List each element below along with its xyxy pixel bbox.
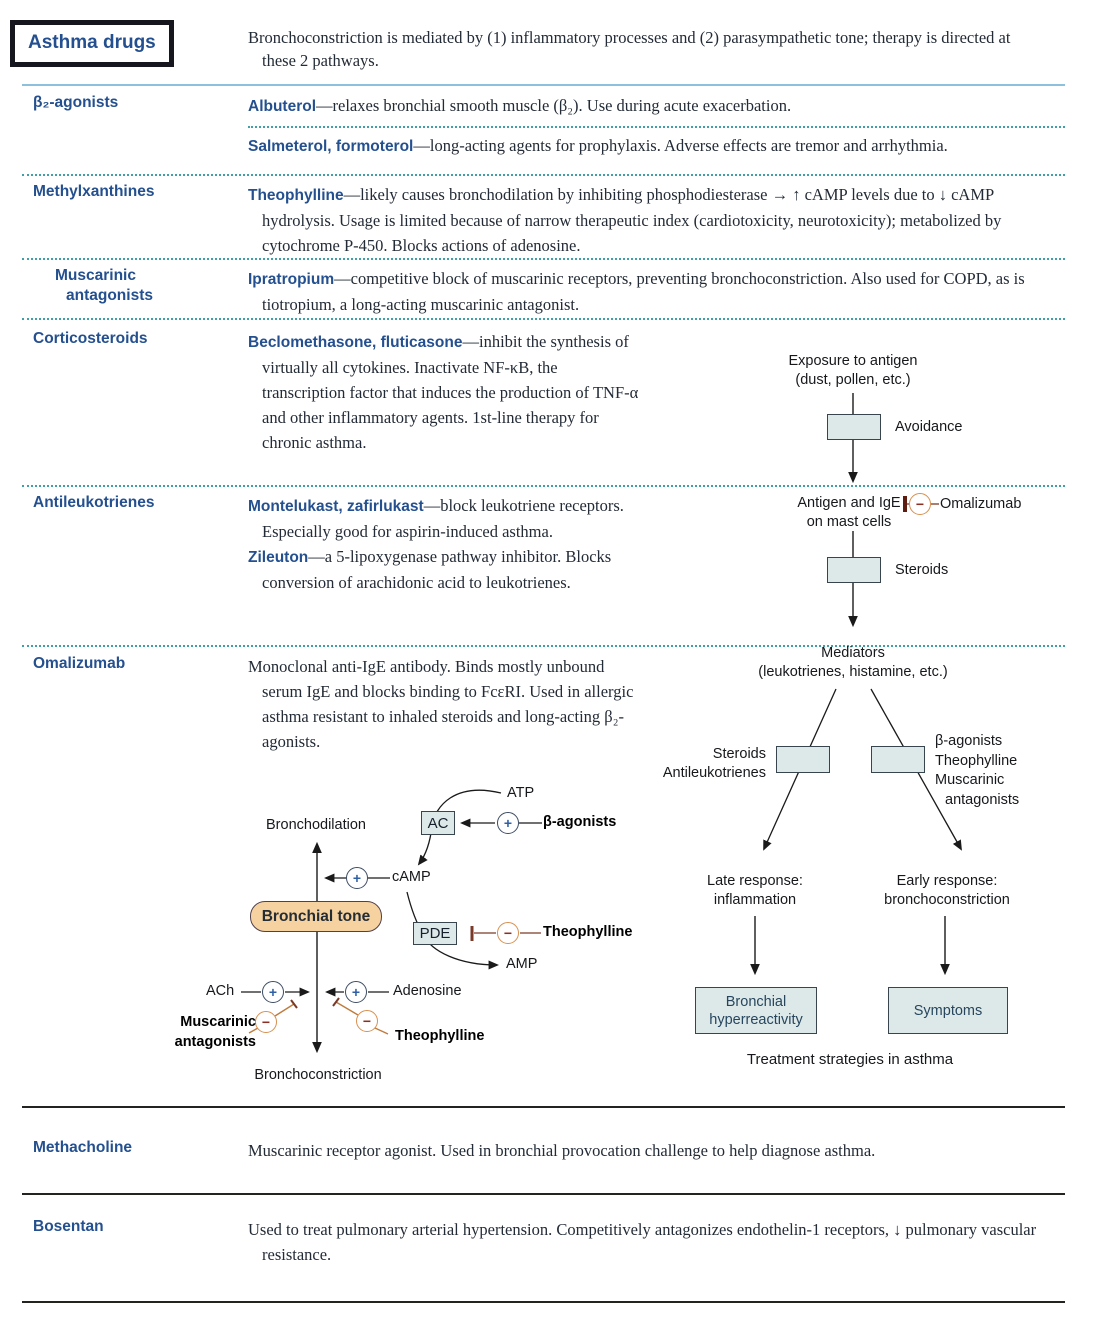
theophylline-lower-label: Theophylline bbox=[395, 1028, 485, 1044]
drug-name: Salmeterol, formoterol bbox=[248, 138, 414, 155]
mediators-label: Mediators (leukotrienes, histamine, etc.) bbox=[758, 645, 948, 680]
drug-name: Zileuton bbox=[248, 549, 309, 566]
treatment-strategies-diagram bbox=[640, 345, 1080, 1075]
table-row bbox=[22, 260, 1065, 320]
minus-circle-icon: − bbox=[909, 493, 931, 515]
table-row bbox=[22, 1108, 1065, 1195]
row-term: Methylxanthines bbox=[33, 183, 155, 200]
row-term: Muscarinic antagonists bbox=[55, 267, 153, 304]
row-text: Beclomethasone, fluticasone—inhibit the synthesis of virtually all cytokines. Inactivate NF-κB, the transcription factor that induces the production of TNF-α and other inflammatory agents. 1st-line therapy for chronic asthma. bbox=[248, 332, 639, 452]
table-row bbox=[22, 12, 1065, 86]
bronchodilator-drugs-label: β-agonists Theophylline Muscarinic antagonists bbox=[935, 733, 1020, 808]
diagram-caption: Treatment strategies in asthma bbox=[746, 1051, 954, 1068]
theophylline-pde-label: Theophylline bbox=[543, 924, 633, 940]
row-term: Omalizumab bbox=[33, 655, 126, 672]
symptoms-box: Symptoms bbox=[888, 987, 1008, 1034]
plus-circle-icon: + bbox=[497, 812, 519, 834]
row-text: Zileuton—a 5-lipoxygenase pathway inhibitor. Blocks conversion of arachidonic acid to leukotrienes. bbox=[248, 547, 612, 592]
treatment-diagram-lines bbox=[640, 345, 1080, 1075]
atp-label: ATP bbox=[507, 785, 535, 801]
camp-label: cAMP bbox=[392, 869, 431, 885]
row-text: Salmeterol, formoterol—long-acting agents for prophylaxis. Adverse effects are tremor and arrhythmia. bbox=[248, 136, 948, 155]
plus-circle-icon: + bbox=[262, 981, 284, 1003]
early-response-label: Early response: bronchoconstriction bbox=[884, 873, 1010, 908]
drug-name: Montelukast, zafirlukast bbox=[248, 498, 424, 515]
row-text: Monoclonal anti-IgE antibody. Binds mostly unbound serum IgE and blocks binding to FcεRI. Used in allergic asthma resistant to inhaled steroids and long-acting β₂-agonists. bbox=[248, 657, 634, 751]
omalizumab-label: Omalizumab bbox=[940, 496, 1022, 512]
row-term: Bosentan bbox=[33, 1218, 104, 1235]
bronchodilation-label: Bronchodilation bbox=[266, 817, 366, 833]
beta-agonists-label: β-agonists bbox=[543, 814, 617, 830]
bronchial-hyperreactivity-box: Bronchial hyperreactivity bbox=[695, 987, 817, 1034]
table-row bbox=[22, 176, 1065, 260]
camp-pathway-diagram bbox=[155, 780, 655, 1090]
minus-circle-icon: − bbox=[497, 922, 519, 944]
table-row bbox=[22, 1195, 1065, 1303]
late-response-label: Late response: inflammation bbox=[707, 873, 803, 908]
row-text: Muscarinic receptor agonist. Used in bronchial provocation challenge to help diagnose asthma. bbox=[248, 1141, 876, 1160]
late-treatment-block bbox=[776, 746, 830, 773]
plus-circle-icon: + bbox=[345, 981, 367, 1003]
plus-circle-icon: + bbox=[346, 867, 368, 889]
page-title: Asthma drugs bbox=[10, 20, 174, 67]
row-text: Ipratropium—competitive block of muscarinic receptors, preventing bronchoconstriction. Also used for COPD, as is tiotropium, a long-acting muscarinic antagonist. bbox=[248, 269, 1025, 314]
row-text: Used to treat pulmonary arterial hypertension. Competitively antagonizes endothelin-1 receptors, ↓ pulmonary vascular resistance. bbox=[248, 1220, 1037, 1264]
minus-circle-icon: − bbox=[255, 1011, 277, 1033]
adenosine-label: Adenosine bbox=[393, 983, 462, 999]
adenylyl-cyclase-box: AC bbox=[421, 811, 455, 835]
row-term: β₂-agonists bbox=[33, 94, 119, 111]
bronchoconstriction-label: Bronchoconstriction bbox=[254, 1067, 382, 1083]
row-term: Antileukotrienes bbox=[33, 494, 155, 511]
row-text: Albuterol—relaxes bronchial smooth muscle (β₂). Use during acute exacerbation. bbox=[248, 93, 1065, 128]
steroids-block bbox=[827, 557, 881, 583]
steroids-step-label: Steroids bbox=[895, 562, 949, 578]
steroids-antileukotrienes-label: Steroids Antileukotrienes bbox=[662, 746, 766, 781]
avoidance-block bbox=[827, 414, 881, 440]
row-text: Montelukast, zafirlukast—block leukotriene receptors. Especially good for aspirin-induced asthma. bbox=[248, 496, 624, 541]
row-text: Theophylline—likely causes bronchodilation by inhibiting phosphodiesterase → ↑ cAMP levels due to ↓ cAMP hydrolysis. Usage is limited because of narrow therapeutic index (cardiotoxicity, neurotoxicity); metabolized by cytochrome P-450. Blocks actions of adenosine. bbox=[248, 185, 1002, 255]
drug-name: Ipratropium bbox=[248, 271, 335, 288]
exposure-to-antigen-label: Exposure to antigen (dust, pollen, etc.) bbox=[788, 353, 918, 388]
amp-label: AMP bbox=[506, 956, 538, 972]
muscarinic-antagonists-label: Muscarinic antagonists bbox=[174, 1014, 256, 1050]
row-term: Methacholine bbox=[33, 1139, 133, 1156]
avoidance-label: Avoidance bbox=[895, 419, 963, 435]
row-text: Bronchoconstriction is mediated by (1) inflammatory processes and (2) parasympathetic tone; therapy is directed at these 2 pathways. bbox=[248, 28, 1011, 70]
bronchial-tone-pill: Bronchial tone bbox=[250, 901, 382, 932]
phosphodiesterase-box: PDE bbox=[413, 922, 457, 945]
minus-circle-icon: − bbox=[356, 1010, 378, 1032]
drug-name: Theophylline bbox=[248, 187, 344, 204]
drug-name: Albuterol bbox=[248, 98, 317, 115]
row-term: Corticosteroids bbox=[33, 330, 148, 347]
ach-label: ACh bbox=[206, 983, 235, 999]
drug-name: Beclomethasone, fluticasone bbox=[248, 334, 463, 351]
table-row bbox=[22, 86, 1065, 176]
early-treatment-block bbox=[871, 746, 925, 773]
antigen-ige-label: Antigen and IgE on mast cells bbox=[797, 495, 901, 530]
